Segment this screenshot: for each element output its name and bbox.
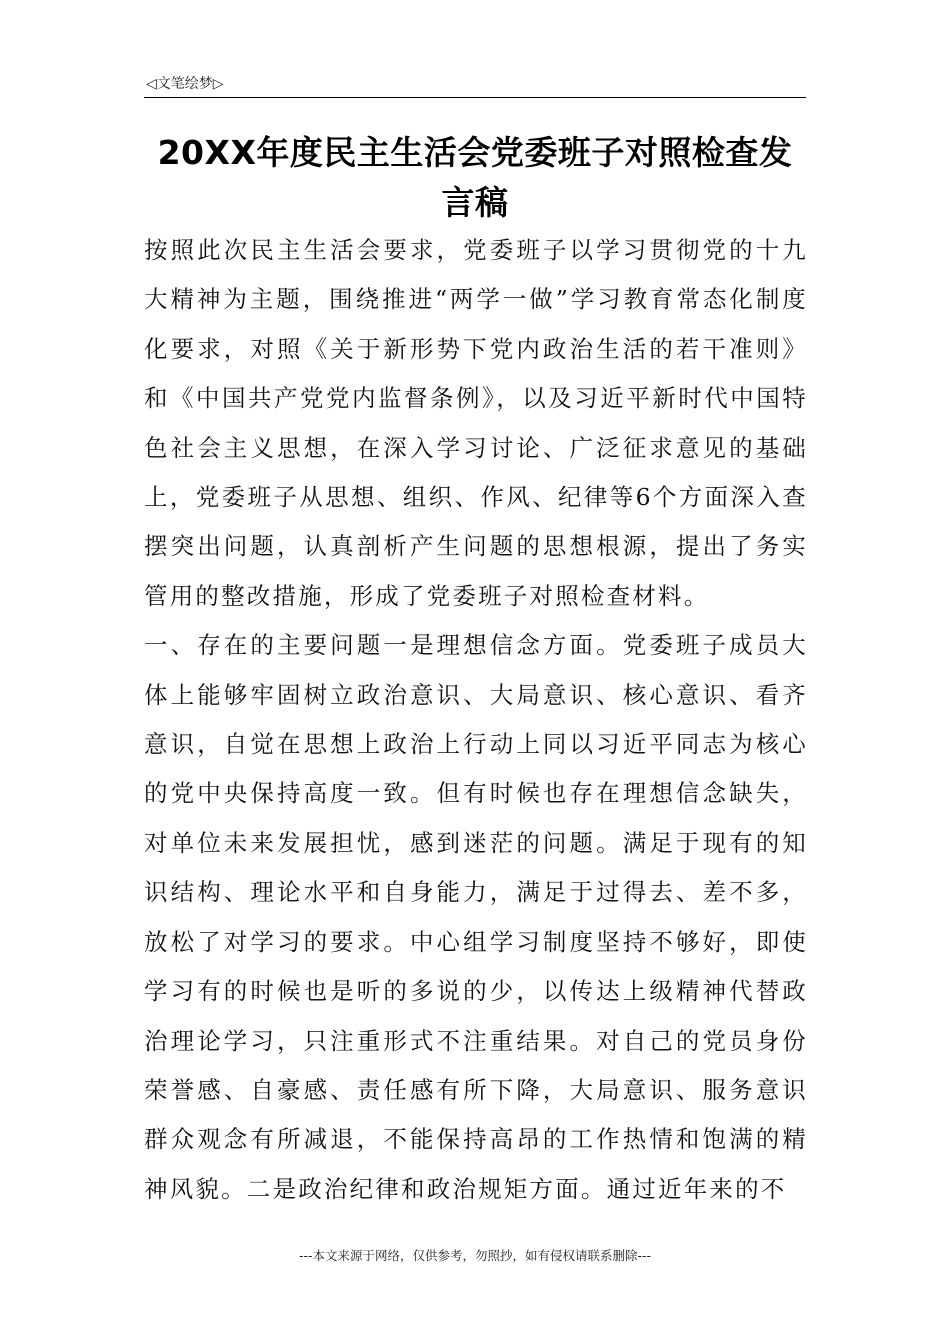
header-divider [144,97,806,98]
paragraph-problems: 一、存在的主要问题一是理想信念方面。党委班子成员大体上能够牢固树立政治意识、大局意识、核心意识、看齐意识，自觉在思想上政治上行动上同以习近平同志为核心的党中央保持高度一致。但有时候也存在理想信念缺失，对单位未来发展担忧，感到迷茫的问题。满足于现有的知识结构、理论水平和自身能力，满足于过得去、差不多，放松了对学习的要求。中心组学习制度坚持不够好，即使学习有的时候也是听的多说的少，以传达上级精神代替政治理论学习，只注重形式不注重结果。对自己的党员身份荣誉感、自豪感、责任感有所下降，大局意识、服务意识群众观念有所减退，不能保持高昂的工作热情和饱满的精神风貌。二是政治纪律和政治规矩方面。通过近年来的不 [144,631,808,1203]
header-brand: ◁文笔绘梦▷ [146,76,224,92]
document-body [144,226,808,1214]
footer-disclaimer: ---本文来源于网络，仅供参考，勿照抄，如有侵权请联系删除--- [298,1248,652,1263]
document-title: 20XX年度民主生活会党委班子对照检查发言稿 [157,133,793,222]
paragraph-intro: 按照此次民主生活会要求，党委班子以学习贯彻党的十九大精神为主题，围绕推进“两学一做”学习教育常态化制度化要求，对照《关于新形势下党内政治生活的若干准则》和《中国共产党党内监督条例》，以及习近平新时代中国特色社会主义思想，在深入学习讨论、广泛征求意见的基础上，党委班子从思想、组织、作风、纪律等6个方面深入查摆突出问题，认真剖析产生问题的思想根源，提出了务实管用的整改措施，形成了党委班子对照检查材料。 [144,236,808,610]
